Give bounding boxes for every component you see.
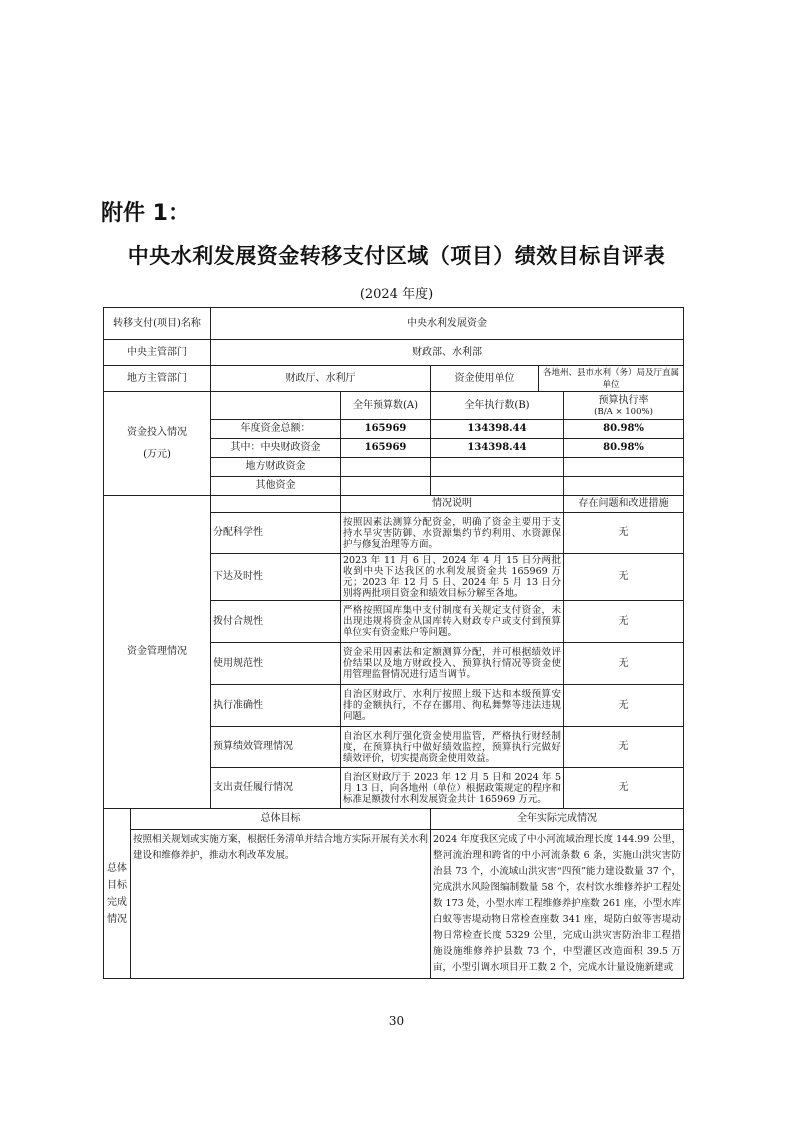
col-exec-header: 全年执行数(B) (431, 392, 564, 420)
col-goal-header: 总体目标 (131, 809, 431, 830)
funding-row-budget: 165969 (341, 420, 431, 439)
overall-header-row (104, 809, 684, 830)
funding-row-exec (431, 477, 564, 496)
user-unit-label: 资金使用单位 (431, 366, 539, 392)
management-item-desc: 自治区水利厅强化资金使用监管，严格执行财经制度，在预算执行中做好绩效监控，预算执行完做好绩效评价，切实提高资金使用效益。 (341, 727, 564, 768)
overall-side-label-line: 目标 (107, 879, 127, 891)
management-item-label: 执行准确性 (211, 685, 341, 727)
page-number: 30 (388, 1014, 405, 1028)
management-item-issue: 无 (564, 554, 684, 601)
funding-section-label (104, 392, 211, 496)
col-actual-header: 全年实际完成情况 (431, 809, 684, 830)
management-item-issue: 无 (564, 513, 684, 554)
col-rate-header (564, 392, 684, 420)
local-dept-row (104, 366, 684, 392)
funding-section-label-line1: 资金投入情况 (127, 426, 187, 438)
management-item-desc: 自治区财政厅、水利厅按照上级下达和本级预算安排的金额执行，不存在挪用、徇私舞弊等违法违规问题。 (341, 685, 564, 727)
project-label: 转移支付(项目)名称 (104, 308, 211, 340)
central-dept-label: 中央主管部门 (104, 340, 211, 366)
overall-side-label-line: 总体 (107, 862, 127, 874)
overall-content-row (104, 830, 684, 979)
overall-goal-text: 按照相关规划或实施方案，根据任务清单并结合地方实际开展有关水利建设和维修养护，推动水利改革发展。 (131, 830, 431, 979)
funding-row-label: 年度资金总额： (211, 420, 341, 439)
funding-row-label: 其中：中央财政资金 (211, 439, 341, 458)
funding-row-exec: 134398.44 (431, 439, 564, 458)
local-dept-label: 地方主管部门 (104, 366, 211, 392)
management-item-label: 拨付合规性 (211, 601, 341, 643)
management-corner-cell (211, 496, 341, 513)
funding-row-rate: 80.98% (564, 420, 684, 439)
funding-row-rate (564, 458, 684, 477)
management-section-label: 资金管理情况 (104, 496, 211, 809)
overall-actual-text: 2024 年度我区完成了中小河流域治理长度 144.99 公里，整河流治理和跨省的中小河流条数 6 条，实施山洪灾害防治县 73 个，小流域山洪灾害“四预”能力建设数量 37 个，完成洪水风险图编制数量 58 个，农村饮水维修养护工程处数 173 处，小型水库工程维修养护座数 261 座，小型水库白蚁等害堤动物日常检查座数 341 座，堤防白蚁等害堤动物日常检查长度 5329 公里，完成山洪灾害防治非工程措施设施维修养护县数 73 个，中型灌区改造面积 39.5 万亩，小型引调水项目开工数 2 个，完成水计量设施新建或 (431, 830, 684, 979)
overall-side-label-line: 完成 (107, 896, 127, 908)
report-year: (2024 年度) (359, 287, 434, 302)
funding-row-budget: 165969 (341, 439, 431, 458)
management-item-desc: 2023 年 11 月 6 日、2024 年 4 月 15 日分两批收到中央下达我区的水利发展资金共 165969 万元；2023 年 12 月 5 日、2024 年 5 月 13 日分别将两批项目资金和绩效目标分解至各地。 (341, 554, 564, 601)
user-unit-value: 各地州、县市水利（务）局及厅直属单位 (539, 366, 684, 392)
col-issue-header: 存在问题和改进措施 (564, 496, 684, 513)
management-item-issue: 无 (564, 685, 684, 727)
management-item-desc: 自治区财政厅于 2023 年 12 月 5 日和 2024 年 5 月 13 日，向各地州（单位）根据政策规定的程序和标准足额拨付水利发展资金共计 165969 万元。 (341, 768, 564, 809)
management-item-desc: 资金采用因素法和定额测算分配，并可根据绩效评价结果以及地方财政投入、预算执行情况等资金使用管理监督情况进行适当调节。 (341, 643, 564, 685)
col-budget-header: 全年预算数(A) (341, 392, 431, 420)
management-item-desc: 严格按照国库集中支付制度有关规定支付资金，未出现违规将资金从国库转入财政专户或支付到预算单位实有资金账户等问题。 (341, 601, 564, 643)
col-rate-header-line2: (B/A × 100%) (594, 406, 653, 417)
col-desc-header: 情况说明 (341, 496, 564, 513)
overall-side-label-line: 情况 (107, 913, 127, 925)
management-item-issue: 无 (564, 643, 684, 685)
overall-side-label (104, 809, 131, 979)
local-dept-value: 财政厅、水利厅 (211, 366, 431, 392)
management-item-label: 分配科学性 (211, 513, 341, 554)
funding-row-label: 地方财政资金 (211, 458, 341, 477)
central-dept-value: 财政部、水利部 (211, 340, 684, 366)
page-title: 中央水利发展资金转移支付区域（项目）绩效目标自评表 (127, 244, 666, 268)
management-item-label: 下达及时性 (211, 554, 341, 601)
col-rate-header-line1: 预算执行率 (598, 394, 649, 406)
management-item-issue: 无 (564, 601, 684, 643)
management-item-label: 使用规范性 (211, 643, 341, 685)
funding-header-row (104, 392, 684, 420)
attachment-label: 附件 1： (101, 201, 190, 226)
project-value: 中央水利发展资金 (211, 308, 684, 340)
management-item-issue: 无 (564, 768, 684, 809)
funding-row-rate: 80.98% (564, 439, 684, 458)
funding-row-budget (341, 458, 431, 477)
funding-row-label: 其他资金 (211, 477, 341, 496)
central-dept-row (104, 340, 684, 366)
project-row (104, 308, 684, 340)
evaluation-table (103, 307, 684, 979)
management-item-issue: 无 (564, 727, 684, 768)
management-item-desc: 按照因素法测算分配资金，明确了资金主要用于支持水旱灾害防御、水资源集约节约利用、水资源保护与修复治理等方面。 (341, 513, 564, 554)
funding-row-budget (341, 477, 431, 496)
management-item-label: 支出责任履行情况 (211, 768, 341, 809)
funding-section-label-line2: (万元) (143, 448, 171, 460)
funding-corner-cell (211, 392, 341, 420)
management-item-label: 预算绩效管理情况 (211, 727, 341, 768)
management-header-row (104, 496, 684, 513)
funding-row-exec: 134398.44 (431, 420, 564, 439)
funding-row-rate (564, 477, 684, 496)
funding-row-exec (431, 458, 564, 477)
